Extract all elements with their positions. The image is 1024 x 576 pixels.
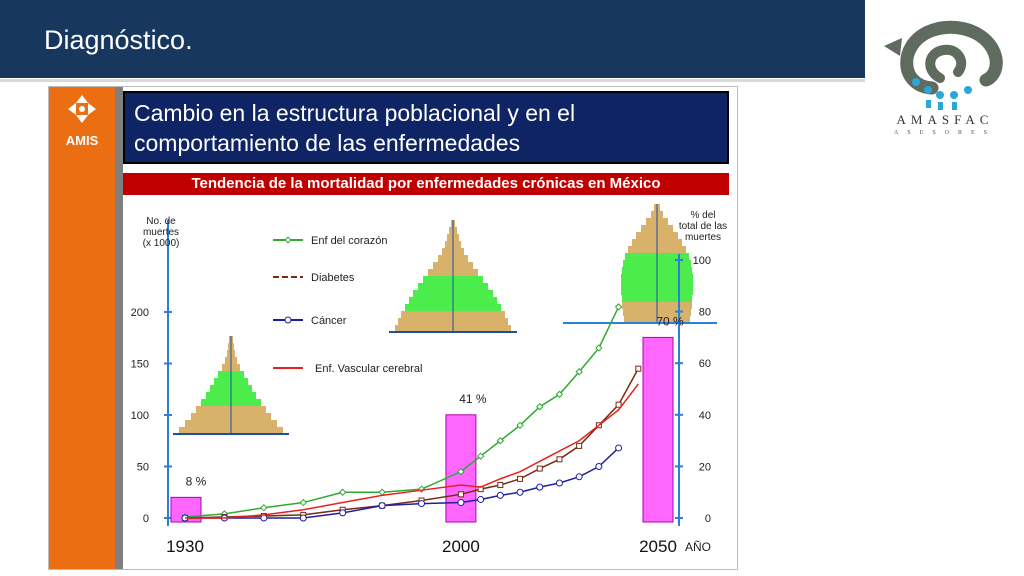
x-tick-label: 2000 xyxy=(442,537,480,556)
data-point xyxy=(537,466,542,471)
data-point xyxy=(577,443,582,448)
population-pyramids xyxy=(173,204,696,434)
data-point xyxy=(261,515,267,521)
data-point xyxy=(616,304,622,310)
percentage-label: 41 % xyxy=(459,391,487,406)
series-line xyxy=(185,448,619,518)
gray-divider xyxy=(115,87,123,569)
left-tick-label: 100 xyxy=(130,410,149,422)
headline-line-1: Cambio en la estructura poblacional y en el xyxy=(134,100,576,126)
percentage-bar xyxy=(643,337,673,522)
legend-label: Diabetes xyxy=(311,272,355,284)
data-point xyxy=(576,474,582,480)
data-point xyxy=(537,484,543,490)
data-point xyxy=(517,489,523,495)
x-tick-label: 1930 xyxy=(166,537,204,556)
left-tick-label: 150 xyxy=(130,358,149,371)
data-point xyxy=(340,489,346,495)
left-axis-label: (x 1000) xyxy=(142,238,180,249)
pyramid-1930 xyxy=(173,336,289,434)
data-point xyxy=(261,505,267,511)
data-point xyxy=(557,457,562,462)
data-point xyxy=(458,492,463,497)
right-tick-label: 100 xyxy=(692,255,711,267)
data-point xyxy=(636,366,641,371)
title-rule xyxy=(0,79,865,82)
right-tick-label: 40 xyxy=(698,409,711,422)
right-tick-label: 80 xyxy=(698,306,711,319)
chart-subtitle: Tendencia de la mortalidad por enfermedades crónicas en México xyxy=(191,175,661,192)
right-tick-label: 60 xyxy=(698,358,711,371)
brand-name: AMASFAC xyxy=(896,112,994,127)
right-tick-label: 20 xyxy=(698,461,711,474)
amis-label: AMIS xyxy=(65,133,99,148)
data-point xyxy=(616,445,622,451)
legend-label: Enf del corazón xyxy=(311,235,388,247)
left-axis-label: muertes xyxy=(142,227,180,238)
legend-label: Enf. Vascular cerebral xyxy=(315,363,423,375)
data-point xyxy=(498,483,503,488)
amis-logo-icon xyxy=(49,87,115,137)
data-point xyxy=(419,501,425,507)
data-point xyxy=(458,500,464,506)
amis-sidebar xyxy=(49,87,115,569)
right-axis-label: % del xyxy=(690,210,716,221)
data-point xyxy=(478,496,484,502)
slide-title: Diagnóstico. xyxy=(44,25,193,55)
percentage-label: 8 % xyxy=(185,474,207,489)
legend-marker xyxy=(285,317,291,323)
data-point xyxy=(300,500,306,506)
data-point xyxy=(497,492,503,498)
right-axis-label: total de las xyxy=(678,221,728,232)
data-point xyxy=(596,464,602,470)
percentage-label: 70 % xyxy=(656,314,684,329)
brand-subtitle: ASESORES xyxy=(893,130,996,136)
left-tick-label: 200 xyxy=(130,307,149,319)
data-point xyxy=(518,476,523,481)
left-tick-label: 0 xyxy=(142,513,149,525)
mortality-chart xyxy=(123,196,729,564)
headline-line-2: comportamiento de las enfermedades xyxy=(134,130,521,156)
left-axis-label: No. de xyxy=(146,216,176,227)
data-point xyxy=(300,515,306,521)
legend-label: Cáncer xyxy=(311,315,347,327)
x-axis-label: AÑO xyxy=(685,540,712,554)
right-tick-label: 0 xyxy=(704,513,711,525)
left-tick-label: 50 xyxy=(136,461,149,474)
series-line xyxy=(185,369,638,518)
x-tick-label: 2050 xyxy=(639,537,677,556)
pyramid-2000 xyxy=(389,220,517,332)
right-axis-label: muertes xyxy=(684,232,722,243)
data-point xyxy=(340,510,346,516)
data-point xyxy=(556,480,562,486)
legend-marker xyxy=(285,237,291,243)
legend xyxy=(273,235,422,375)
headline xyxy=(134,98,719,158)
data-point xyxy=(379,503,385,509)
